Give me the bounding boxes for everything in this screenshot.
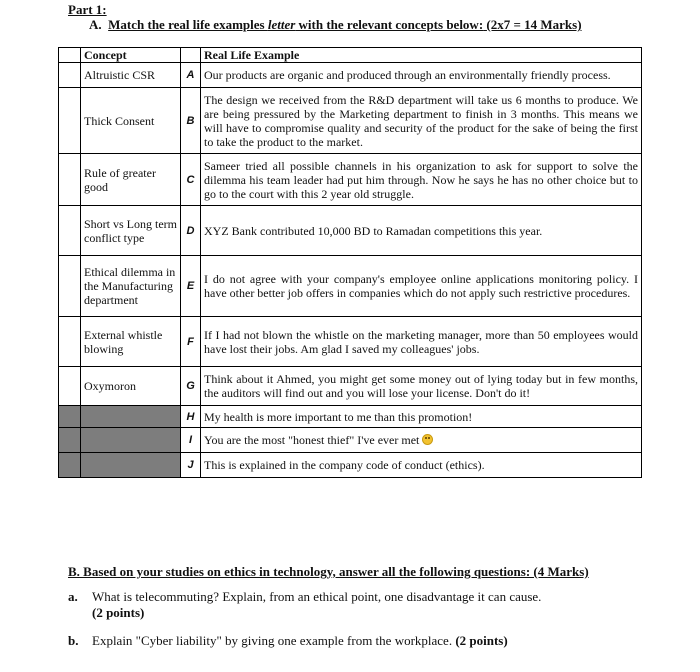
question-body: Explain "Cyber liability" by giving one example from the workplace.: [92, 633, 453, 648]
question-body: What is telecommuting? Explain, from an ethical point, one disadvantage it can cause.: [92, 589, 542, 604]
table-row: [59, 317, 642, 367]
header-example: Real Life Example: [201, 48, 642, 63]
gap-cell: [59, 154, 81, 206]
table-row: [59, 206, 642, 256]
concept-cell: Oxymoron: [81, 367, 181, 406]
table-row: [59, 367, 642, 406]
section-a-title-part2: with the relevant concepts below:: [295, 17, 484, 32]
concept-cell: Ethical dilemma in the Manufacturing department: [81, 256, 181, 317]
section-a-title-part1: Match the real life examples: [108, 17, 268, 32]
question-points: (2 points): [92, 605, 145, 620]
example-cell: I do not agree with your company's employee online applications monitoring policy. I have other better job offers in companies which do not apply such restrictive procedures.: [201, 256, 642, 317]
letter-cell: G: [181, 367, 201, 406]
question-text: [92, 633, 612, 649]
section-a-marks: (2x7 = 14 Marks): [486, 17, 582, 32]
smiley-face-icon: [422, 434, 433, 445]
shaded-concept-cell: [81, 453, 181, 478]
header-blank: [181, 48, 201, 63]
gap-cell: [59, 88, 81, 154]
concept-cell: Short vs Long term conflict type: [81, 206, 181, 256]
table-row: [59, 256, 642, 317]
section-b-heading: B. Based on your studies on ethics in technology, answer all the following questions: (4 Marks): [68, 564, 589, 579]
letter-cell: F: [181, 317, 201, 367]
letter-cell: A: [181, 63, 201, 88]
letter-cell: I: [181, 428, 201, 453]
question-label: a.: [68, 589, 78, 604]
gap-cell: [59, 48, 81, 63]
table-row: [59, 428, 642, 453]
letter-cell: B: [181, 88, 201, 154]
gap-cell: [59, 256, 81, 317]
question-points: (2 points): [455, 633, 508, 648]
shaded-cell: [59, 453, 81, 478]
shaded-concept-cell: [81, 428, 181, 453]
header-concept: Concept: [81, 48, 181, 63]
example-cell: Sameer tried all possible channels in his organization to ask for support to solve the dilemma his team leader had put him through. Now he says he has no other choice but to go to the court with this 2 year old struggle.: [201, 154, 642, 206]
letter-cell: D: [181, 206, 201, 256]
example-text: You are the most "honest thief" I've ever met: [204, 433, 420, 447]
example-cell: Think about it Ahmed, you might get some money out of lying today but in few months, the auditors will find out and you will lose your license. Don't do it!: [201, 367, 642, 406]
shaded-concept-cell: [81, 406, 181, 428]
example-cell: The design we received from the R&D department will take us 6 months to produce. We are being pressured by the Marketing department to finish in 3 months. This means we will have to compromise quality and security of the product for the sake of being the first to take the product to the market.: [201, 88, 642, 154]
gap-cell: [59, 63, 81, 88]
table-row: [59, 88, 642, 154]
letter-cell: J: [181, 453, 201, 478]
concept-cell: Thick Consent: [81, 88, 181, 154]
shaded-cell: [59, 406, 81, 428]
concept-cell: Altruistic CSR: [81, 63, 181, 88]
question-a: [68, 589, 628, 625]
letter-cell: C: [181, 154, 201, 206]
table-row: [59, 453, 642, 478]
example-cell: If I had not blown the whistle on the marketing manager, more than 50 employees would have lost their jobs. Am glad I saved my colleagues' jobs.: [201, 317, 642, 367]
question-b: [68, 633, 628, 653]
concept-cell: Rule of greater good: [81, 154, 181, 206]
question-label: b.: [68, 633, 79, 648]
question-text: [92, 589, 612, 621]
part-title: Part 1:: [68, 2, 107, 17]
section-a-title: [108, 17, 581, 32]
section-a-heading: [89, 17, 582, 33]
gap-cell: [59, 206, 81, 256]
gap-cell: [59, 367, 81, 406]
example-cell: XYZ Bank contributed 10,000 BD to Ramadan competitions this year.: [201, 206, 642, 256]
table-row: [59, 63, 642, 88]
table-row: [59, 154, 642, 206]
concept-cell: External whistle blowing: [81, 317, 181, 367]
example-cell: [201, 428, 642, 453]
shaded-cell: [59, 428, 81, 453]
section-a-label: A.: [89, 17, 102, 32]
gap-cell: [59, 317, 81, 367]
section-a-title-emph: letter: [267, 17, 296, 32]
letter-cell: E: [181, 256, 201, 317]
letter-cell: H: [181, 406, 201, 428]
matching-table: [58, 47, 642, 478]
table-header-row: [59, 48, 642, 63]
example-cell: Our products are organic and produced through an environmentally friendly process.: [201, 63, 642, 88]
table-row: [59, 406, 642, 428]
example-cell: My health is more important to me than this promotion!: [201, 406, 642, 428]
example-cell: This is explained in the company code of conduct (ethics).: [201, 453, 642, 478]
